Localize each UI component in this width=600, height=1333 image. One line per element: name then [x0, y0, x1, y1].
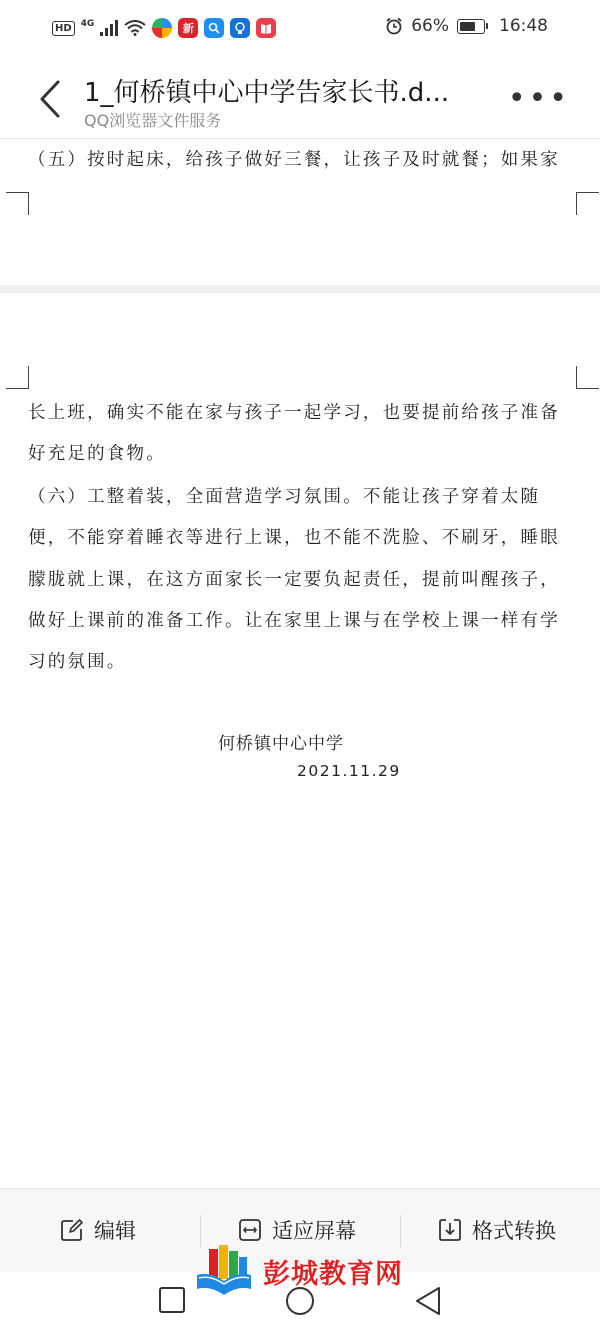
- bulb-app-icon: [230, 18, 250, 38]
- hd-indicator: HD: [52, 21, 75, 36]
- app-notification-icon: [152, 18, 172, 38]
- signature-date: 2021.11.29: [297, 762, 401, 780]
- recent-apps-button[interactable]: [158, 1286, 186, 1314]
- doc-line: （五）按时起床，给孩子做好三餐，让孩子及时就餐；如果家: [28, 150, 560, 170]
- reader-app-icon: [256, 18, 276, 38]
- document-source: QQ浏览器文件服务: [84, 111, 222, 130]
- more-options-icon[interactable]: •••: [507, 81, 570, 116]
- page-corner-mark: [576, 366, 599, 389]
- battery-percent: 66%: [411, 16, 449, 36]
- document-title: 1_何桥镇中心中学告家长书.d...: [84, 78, 450, 108]
- back-arrow-icon[interactable]: [32, 78, 68, 120]
- page-corner-mark: [576, 192, 599, 215]
- network-type: 4G: [80, 19, 95, 29]
- back-button[interactable]: [414, 1286, 442, 1316]
- wifi-icon: [124, 20, 146, 36]
- status-left: [52, 18, 276, 38]
- doc-line: 朦胧就上课，在这方面家长一定要负起责任，提前叫醒孩子，: [28, 570, 560, 590]
- page-corner-mark: [6, 192, 29, 215]
- title-bar: [0, 60, 600, 139]
- convert-format-button[interactable]: [438, 1215, 556, 1245]
- doc-line: （六）工整着装，全面营造学习氛围。不能让孩子穿着太随: [28, 487, 541, 507]
- alarm-icon: [385, 17, 403, 35]
- toolbar-divider: [400, 1215, 401, 1247]
- doc-line: 做好上课前的准备工作。让在家里上课与在学校上课一样有学: [28, 611, 560, 631]
- doc-line: 长上班，确实不能在家与孩子一起学习，也要提前给孩子准备: [28, 403, 560, 423]
- fit-screen-icon: [238, 1218, 262, 1242]
- doc-line: 好充足的食物。: [28, 444, 166, 464]
- news-app-icon: 新: [178, 18, 198, 38]
- convert-format-label: 格式转换: [472, 1219, 556, 1243]
- fit-screen-button[interactable]: [238, 1215, 356, 1245]
- edit-icon: [60, 1218, 84, 1242]
- site-watermark: [195, 1245, 403, 1297]
- document-viewer[interactable]: [0, 138, 600, 1188]
- edit-button[interactable]: [60, 1215, 136, 1245]
- doc-line: 便，不能穿着睡衣等进行上课，也不能不洗脸、不刷牙，睡眼: [28, 528, 560, 548]
- battery-icon: [457, 19, 485, 34]
- watermark-text: 彭城教育网: [263, 1258, 403, 1290]
- toolbar-divider: [200, 1215, 201, 1247]
- status-bar: [0, 0, 600, 60]
- edit-label: 编辑: [94, 1219, 136, 1243]
- book-logo-icon: [195, 1245, 253, 1297]
- status-right: [385, 16, 548, 36]
- signal-icon: [100, 20, 118, 36]
- page-separator: [0, 285, 600, 293]
- signature-school: 何桥镇中心中学: [218, 734, 344, 754]
- download-convert-icon: [438, 1218, 462, 1242]
- page-corner-mark: [6, 366, 29, 389]
- doc-line: 习的氛围。: [28, 652, 127, 672]
- clock: 16:48: [499, 16, 548, 36]
- fit-screen-label: 适应屏幕: [272, 1219, 356, 1243]
- search-app-icon: [204, 18, 224, 38]
